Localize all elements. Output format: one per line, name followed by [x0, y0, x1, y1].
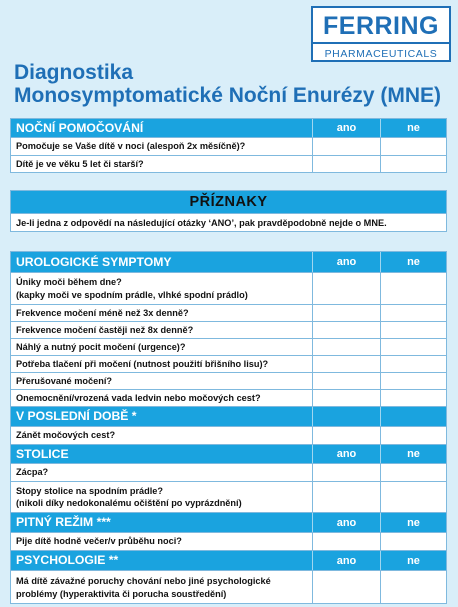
- no-column-header: ne: [407, 516, 420, 529]
- question-text: [11, 571, 313, 604]
- section-header: [11, 550, 446, 570]
- question-text: Zánět močových cest?: [11, 427, 313, 444]
- no-answer-cell[interactable]: [381, 373, 446, 389]
- no-column-header: ne: [407, 122, 420, 134]
- section-header-label: UROLOGICKÉ SYMPTOMY: [11, 252, 313, 272]
- no-answer-cell[interactable]: [381, 464, 446, 481]
- no-answer-cell[interactable]: [381, 356, 446, 372]
- yes-answer-cell[interactable]: [313, 373, 381, 389]
- yes-column-header: ano: [313, 551, 381, 570]
- no-answer-cell[interactable]: [381, 482, 446, 512]
- logo-subtitle: PHARMACEUTICALS: [324, 48, 438, 60]
- question-row: [11, 137, 446, 155]
- question-text: Zácpa?: [11, 464, 313, 481]
- logo-brand: FERRING: [323, 12, 439, 40]
- yes-answer-cell[interactable]: [313, 305, 381, 321]
- question-text: Potřeba tlačení při močení (nutnost použití břišního lisu)?: [11, 356, 313, 372]
- yes-answer-cell[interactable]: [313, 482, 381, 512]
- section-header-label: STOLICE: [11, 445, 313, 463]
- question-text: Dítě je ve věku 5 let či starší?: [11, 156, 313, 173]
- yes-answer-cell[interactable]: [313, 390, 381, 406]
- question-text: Frekvence močení méně než 3x denně?: [11, 305, 313, 321]
- no-answer-cell[interactable]: [381, 322, 446, 338]
- section-header-label: PITNÝ REŽIM ***: [11, 513, 313, 532]
- symptoms-note: Je-li jedna z odpovědí na následující otázky ‘ANO’, pak pravděpodobně nejde o MNE.: [11, 213, 446, 232]
- question-row: [11, 304, 446, 321]
- yes-answer-cell[interactable]: [313, 427, 381, 444]
- yes-column-header: [313, 407, 381, 426]
- question-row: [11, 338, 446, 355]
- no-answer-cell[interactable]: [381, 305, 446, 321]
- no-answer-cell[interactable]: [381, 390, 446, 406]
- section-header: [11, 512, 446, 532]
- question-text: Pomočuje se Vaše dítě v noci (alespoň 2x měsíčně)?: [11, 138, 313, 155]
- no-column-header: ne: [407, 554, 420, 567]
- yes-column-header: ano: [313, 252, 381, 272]
- question-row: [11, 532, 446, 550]
- question-row: [11, 355, 446, 372]
- bedwetting-section: [10, 118, 447, 173]
- yes-answer-cell[interactable]: [313, 322, 381, 338]
- question-text: Onemocnění/vrozená vada ledvin nebo močových cest?: [11, 390, 313, 406]
- yes-answer-cell[interactable]: [313, 138, 381, 155]
- section-header: [11, 119, 446, 137]
- question-text: [11, 482, 313, 512]
- logo-divider: [313, 42, 449, 44]
- no-answer-cell[interactable]: [381, 571, 446, 604]
- question-row: [11, 272, 446, 304]
- page-title-line-1: Diagnostika: [14, 61, 134, 84]
- question-row: [11, 372, 446, 389]
- page-title-line-2: Monosymptomatické Noční Enurézy (MNE): [14, 84, 442, 107]
- question-row: [11, 321, 446, 338]
- no-answer-cell[interactable]: [381, 339, 446, 355]
- no-answer-cell[interactable]: [381, 273, 446, 304]
- question-row: [11, 155, 446, 173]
- question-line: Má dítě závažné poruchy chování nebo jiné psychologické: [16, 576, 271, 586]
- symptoms-section: [10, 190, 447, 232]
- section-header-label: NOČNÍ POMOČOVÁNÍ: [11, 119, 313, 137]
- yes-answer-cell[interactable]: [313, 156, 381, 173]
- yes-answer-cell[interactable]: [313, 339, 381, 355]
- question-line: Úniky moči během dne?: [16, 277, 122, 287]
- section-header: [11, 406, 446, 426]
- question-line: (nikoli díky nedokonalému očištění po vyprázdnění): [16, 498, 242, 508]
- no-answer-cell[interactable]: [381, 427, 446, 444]
- question-text: Náhlý a nutný pocit močení (urgence)?: [11, 339, 313, 355]
- yes-column-header: ano: [313, 513, 381, 532]
- question-row: [11, 463, 446, 481]
- yes-answer-cell[interactable]: [313, 571, 381, 604]
- no-answer-cell[interactable]: [381, 533, 446, 550]
- yes-answer-cell[interactable]: [313, 464, 381, 481]
- question-line: problémy (hyperaktivita či porucha soustředění): [16, 588, 227, 599]
- symptoms-header: PŘÍZNAKY: [11, 191, 446, 213]
- section-header: [11, 444, 446, 463]
- question-row: [11, 426, 446, 444]
- question-line: Stopy stolice na spodním prádle?: [16, 485, 164, 496]
- no-answer-cell[interactable]: [381, 156, 446, 173]
- question-text: Přerušované močení?: [11, 373, 313, 389]
- symptom-checklist: [10, 251, 447, 604]
- ferring-logo: [311, 6, 451, 62]
- yes-answer-cell[interactable]: [313, 356, 381, 372]
- yes-column-header: ano: [313, 119, 381, 137]
- yes-answer-cell[interactable]: [313, 533, 381, 550]
- section-header-label: PSYCHOLOGIE **: [11, 551, 313, 570]
- section-header: [11, 252, 446, 272]
- no-answer-cell[interactable]: [381, 138, 446, 155]
- no-column-header: ne: [407, 256, 420, 268]
- question-row: [11, 570, 446, 604]
- section-header-label: V POSLEDNÍ DOBĚ *: [11, 407, 313, 426]
- question-line: (kapky moči ve spodním prádle, vlhké spodní prádlo): [16, 289, 248, 300]
- question-row: [11, 481, 446, 512]
- yes-column-header: ano: [313, 445, 381, 463]
- no-column-header: [381, 407, 446, 426]
- yes-answer-cell[interactable]: [313, 273, 381, 304]
- question-text: [11, 273, 313, 304]
- question-row: [11, 389, 446, 406]
- question-text: Pije dítě hodně večer/v průběhu noci?: [11, 533, 313, 550]
- no-column-header: ne: [407, 448, 420, 460]
- question-text: Frekvence močení častěji než 8x denně?: [11, 322, 313, 338]
